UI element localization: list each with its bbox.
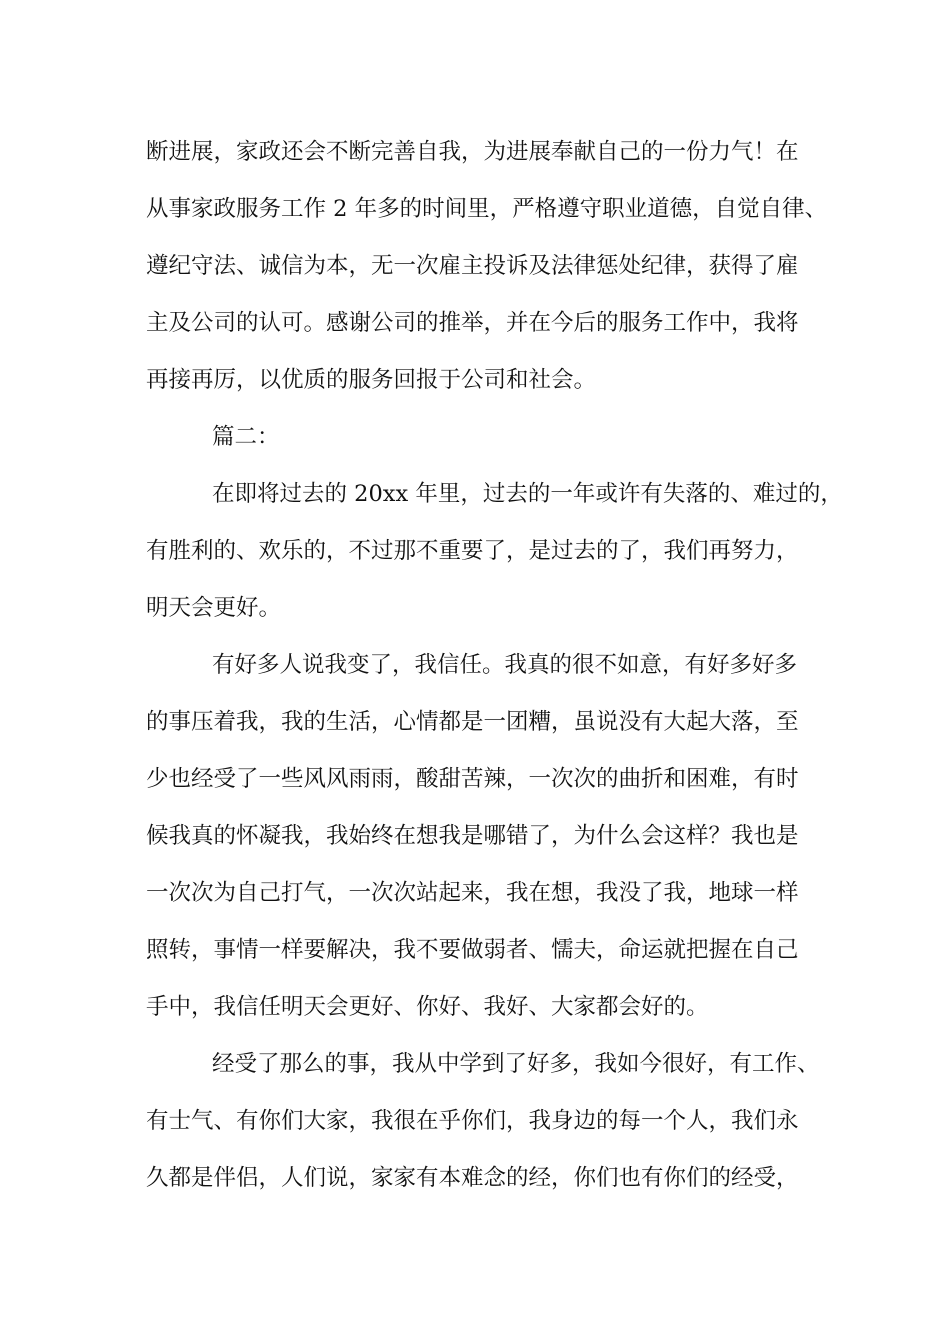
text-line: 手中，我信任明天会更好、你好、我好、大家都会好的。 xyxy=(146,994,709,1020)
text-line: 主及公司的认可。感谢公司的推举，并在今后的服务工作中，我将 xyxy=(146,310,799,336)
text-line: 一次次为自己打气，一次次站起来，我在想，我没了我，地球一样 xyxy=(146,880,799,906)
text-line: 候我真的怀凝我，我始终在想我是哪错了，为什么会这样？我也是 xyxy=(146,823,799,849)
text-line: 从事家政服务工作 2 年多的时间里，严格遵守职业道德，自觉自律、 xyxy=(146,196,828,222)
text-line: 再接再厉，以优质的服务回报于公司和社会。 xyxy=(146,367,597,393)
section-heading: 篇二： xyxy=(212,424,280,450)
text-line: 少也经受了一些风风雨雨，酸甜苦辣，一次次的曲折和困难，有时 xyxy=(146,766,799,792)
text-line: 有胜利的、欢乐的，不过那不重要了，是过去的了，我们再努力， xyxy=(146,538,799,564)
text-line: 久都是伴侣，人们说，家家有本难念的经，你们也有你们的经受， xyxy=(146,1165,799,1191)
text-line: 有好多人说我变了，我信任。我真的很不如意，有好多好多 xyxy=(212,652,798,678)
text-line: 在即将过去的 20xx 年里，过去的一年或许有失落的、难过的， xyxy=(212,481,843,507)
text-line: 经受了那么的事，我从中学到了好多，我如今很好，有工作、 xyxy=(212,1051,820,1077)
text-line: 照转，事情一样要解决，我不要做弱者、懦夫，命运就把握在自己 xyxy=(146,937,799,963)
text-line: 断进展，家政还会不断完善自我，为进展奉献自己的一份力气！在 xyxy=(146,139,799,165)
text-line: 的事压着我，我的生活，心情都是一团糟，虽说没有大起大落，至 xyxy=(146,709,799,735)
text-line: 有士气、有你们大家，我很在乎你们，我身边的每一个人，我们永 xyxy=(146,1108,799,1134)
text-line: 明天会更好。 xyxy=(146,595,282,621)
text-line: 遵纪守法、诚信为本，无一次雇主投诉及法律惩处纪律，获得了雇 xyxy=(146,253,799,279)
